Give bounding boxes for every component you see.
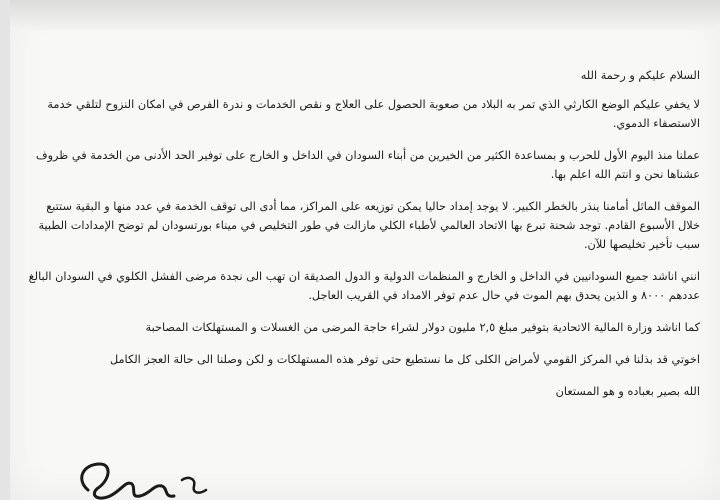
letter-paragraph-2: عملنا منذ اليوم الأول للحرب و بمساعدة الكثير من الخيرين من أبناء السودان في الداخل و الخارج على توفير الحد الأدنى من الخدمة في ظروف عشناها نحن و انتم الله اعلم بها. [35,149,700,181]
letter-page [10,0,720,500]
letter-paragraph-5: كما اناشد وزارة المالية الاتحادية بتوفير مبلغ ٢,٥ مليون دولار لشراء حاجة المرضى من الغسلات و المستهلكات المصاحبة [145,321,700,334]
scan-top-band [10,0,720,30]
letter-paragraph-1: لا يخفي عليكم الوضع الكارثي الذي تمر به البلاد من صعوبة الحصول على العلاج و نقص الخدمات و ندرة الفرص في امكان النزوح لتلقي خدمة الاستصفاء الدموي. [47,98,700,130]
letter-body [28,66,700,401]
letter-paragraph-3: الموقف الماثل أمامنا ينذر بالخطر الكبير. لا يوجد إمداد حاليا يمكن توزيعه على المراكز، مما أدى الى توقف الخدمة في عدد منها و البقية ستتبع خلال الأسبوع القادم. توجد شحنة تبرع بها الاتحاد العالمي لأطباء الكلي مازالت في طور التخليص في ميناء بورتسودان لم توضح الإمدادات الطبية سبب تأخير تخليصها للآن. [38,200,700,251]
letter-greeting: السلام عليكم و رحمة الله [580,69,700,82]
letter-paragraph-6: اخوتي قد بذلنا في المركز القومي لأمراض الكلى كل ما نستطيع حتى توفر هذه المستهلكات و لكن وصلنا الى حالة العجز الكامل [109,353,700,366]
letter-paragraph-4: انني اناشد جميع السودانيين في الداخل و الخارج و المنظمات الدولية و الدول الصديقة ان تهب الى نجدة مرضى الفشل الكلوي في السودان البالغ عددهم ٨٠٠٠ و الذين يحدق بهم الموت في حال عدم توفر الامداد في القريب العاجل. [28,270,700,302]
letter-closing: الله بصير بعباده و هو المستعان [555,385,700,398]
handwritten-signature [70,450,270,500]
